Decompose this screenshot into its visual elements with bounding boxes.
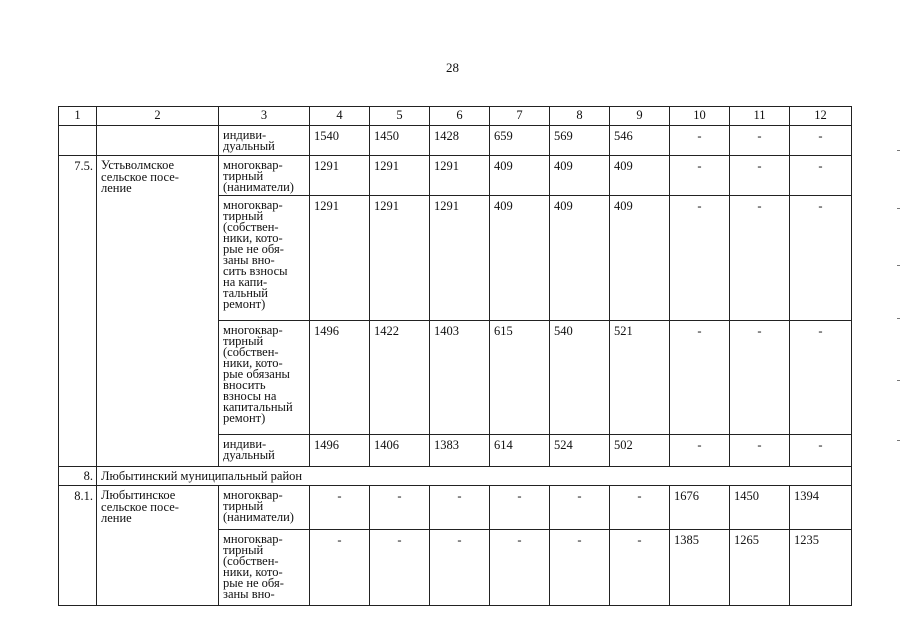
value-cell: 1422 (370, 321, 430, 435)
header-row (59, 107, 852, 126)
housing-type: многоквар- тирный (собствен- ники, кото- рые обязаны вносить взносы на капитальный ремонт) (219, 321, 310, 435)
value-cell: - (790, 435, 852, 467)
value-cell: 1291 (370, 156, 430, 196)
header-cell: 4 (310, 107, 370, 126)
table-row (59, 156, 852, 196)
value-cell: - (730, 196, 790, 321)
row-index: 8.1. (59, 486, 97, 606)
housing-type: индиви- дуальный (219, 435, 310, 467)
margin-mark (897, 380, 900, 381)
value-cell: - (430, 486, 490, 530)
value-cell: 409 (490, 156, 550, 196)
value-cell: 659 (490, 126, 550, 156)
value-cell: - (310, 486, 370, 530)
settlement-name: Устьволмское сельское посе- ление (97, 156, 219, 467)
header-cell: 5 (370, 107, 430, 126)
section-row (59, 467, 852, 486)
value-cell: 615 (490, 321, 550, 435)
value-cell: 1496 (310, 435, 370, 467)
header-cell: 12 (790, 107, 852, 126)
housing-type: индиви- дуальный (219, 126, 310, 156)
value-cell: 1385 (670, 530, 730, 606)
value-cell: 1676 (670, 486, 730, 530)
value-cell: 1450 (370, 126, 430, 156)
value-cell: 614 (490, 435, 550, 467)
value-cell: 569 (550, 126, 610, 156)
scan-margin-marks (893, 0, 905, 640)
tariff-table (58, 106, 852, 606)
value-cell: 409 (610, 156, 670, 196)
header-cell: 11 (730, 107, 790, 126)
value-cell: 1383 (430, 435, 490, 467)
table-row (59, 486, 852, 530)
value-cell: 1291 (310, 196, 370, 321)
settlement-name (97, 126, 219, 156)
row-index (59, 126, 97, 156)
table-row (59, 126, 852, 156)
page-number: 28 (446, 60, 459, 75)
value-cell: 1540 (310, 126, 370, 156)
settlement-name: Любытинское сельское посе- ление (97, 486, 219, 606)
header-cell: 2 (97, 107, 219, 126)
header-cell: 8 (550, 107, 610, 126)
value-cell: - (550, 530, 610, 606)
header-cell: 3 (219, 107, 310, 126)
section-index: 8. (59, 467, 97, 486)
value-cell: - (610, 486, 670, 530)
value-cell: - (670, 156, 730, 196)
housing-type: многоквар- тирный (наниматели) (219, 156, 310, 196)
value-cell: 409 (550, 156, 610, 196)
value-cell: 546 (610, 126, 670, 156)
value-cell: 521 (610, 321, 670, 435)
row-index: 7.5. (59, 156, 97, 467)
value-cell: 1291 (370, 196, 430, 321)
margin-mark (897, 150, 900, 151)
value-cell: 1406 (370, 435, 430, 467)
value-cell: 1428 (430, 126, 490, 156)
value-cell: 524 (550, 435, 610, 467)
header-cell: 9 (610, 107, 670, 126)
value-cell: - (790, 196, 852, 321)
value-cell: - (430, 530, 490, 606)
section-title: Любытинский муниципальный район (97, 467, 852, 486)
value-cell: - (670, 126, 730, 156)
value-cell: 409 (550, 196, 610, 321)
margin-mark (897, 208, 900, 209)
value-cell: - (730, 321, 790, 435)
value-cell: 502 (610, 435, 670, 467)
value-cell: - (790, 126, 852, 156)
value-cell: - (730, 435, 790, 467)
value-cell: 409 (610, 196, 670, 321)
value-cell: - (490, 530, 550, 606)
margin-mark (897, 318, 900, 319)
table-body (59, 107, 852, 606)
value-cell: 1291 (430, 196, 490, 321)
value-cell: - (490, 486, 550, 530)
header-cell: 6 (430, 107, 490, 126)
value-cell: 1291 (430, 156, 490, 196)
value-cell: - (610, 530, 670, 606)
value-cell: 1235 (790, 530, 852, 606)
housing-type: многоквар- тирный (собствен- ники, кото- рые не обя- заны вно- сить взносы на капи- тальный ремонт) (219, 196, 310, 321)
margin-mark (897, 440, 900, 441)
value-cell: 1496 (310, 321, 370, 435)
value-cell: 1291 (310, 156, 370, 196)
value-cell: 409 (490, 196, 550, 321)
housing-type: многоквар- тирный (наниматели) (219, 486, 310, 530)
header-cell: 7 (490, 107, 550, 126)
header-cell: 10 (670, 107, 730, 126)
value-cell: - (370, 486, 430, 530)
value-cell: - (310, 530, 370, 606)
value-cell: 1394 (790, 486, 852, 530)
value-cell: 1450 (730, 486, 790, 530)
value-cell: - (670, 196, 730, 321)
header-cell: 1 (59, 107, 97, 126)
value-cell: - (730, 156, 790, 196)
value-cell: - (370, 530, 430, 606)
value-cell: - (670, 321, 730, 435)
value-cell: - (790, 321, 852, 435)
value-cell: - (730, 126, 790, 156)
housing-type: многоквар- тирный (собствен- ники, кото- рые не обя- заны вно- (219, 530, 310, 606)
value-cell: - (670, 435, 730, 467)
margin-mark (897, 265, 900, 266)
value-cell: - (790, 156, 852, 196)
value-cell: 1403 (430, 321, 490, 435)
value-cell: - (550, 486, 610, 530)
value-cell: 1265 (730, 530, 790, 606)
value-cell: 540 (550, 321, 610, 435)
